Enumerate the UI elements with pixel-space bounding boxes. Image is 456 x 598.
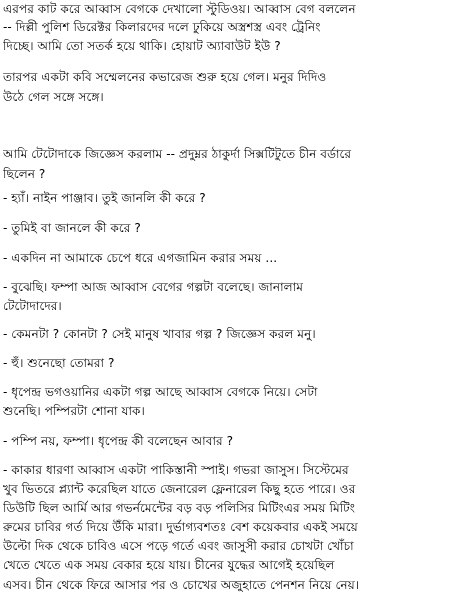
text-line: এসব। চীন থেকে ফিরে আসার পর ও চোখের অজুহাতে পেনশন নিয়ে নেয়।: [3, 578, 360, 592]
text-line: - কাকার ধারণা আব্বাস একটা পাকিস্তানী স্পাই। গভরা জাসুস। সিস্টেমের: [3, 463, 349, 477]
text-line: এরপর কাট করে আব্বাস বেগকে দেখালো স্টুডিওয়। আব্বাস বেগ বললেন: [3, 2, 356, 16]
text-line: শুনেছি। পম্পিরটা শোনা যাক।: [3, 404, 145, 418]
text-line: তারপর একটা কবি সম্মেলনের কভারেজ শুরু হয়ে গেল। মনুর দিদিও: [3, 70, 327, 84]
text-line: - বুঝেছি। ফম্পা আজ আব্বাস বেগের গল্পটা বলেছে। জানালাম: [3, 280, 303, 294]
text-line: দিচ্ছে। আমি তো সতর্ক হয়ে থাকি। হোয়াট অ্যাবাউট ইউ ?: [3, 39, 281, 53]
text-line: খেতে খেতে এক সময় বেকার হয়ে যায়। চীনের যুদ্ধের আগেই হয়েছিল: [3, 558, 335, 572]
text-line: - কেমনটা ? কোনটা ? সেই মানুষ খাবার গল্প ? জিজ্ঞেস করল মনু।: [3, 327, 316, 341]
text-line: টেটোদাদের।: [3, 299, 62, 313]
text-line: ডিউটি ছিল আর্মি আর গভর্নমেন্টের বড় বড় পলিসির মিটিংএর সময় মিটিং: [3, 501, 356, 515]
text-line: -- দিল্লী পুলিশ ডিরেক্টর কিলারদের দলে ঢুকিয়ে অস্ত্রশস্ত্র এবং ট্রেনিং: [3, 20, 321, 34]
text-line: - হ্যাঁ। নাইন পাঞ্জাব। তুই জানলি কী করে ?: [3, 191, 206, 205]
text-line: উল্টো দিক থেকে চাবিও এসে পড়ে গর্তে এবং জাসুসী করার চোখটা খোঁচা: [3, 539, 354, 553]
text-line: - পম্পি নয়, ফম্পা। ধৃপেন্দ্র কী বলেছেন আবার ?: [3, 434, 234, 448]
text-line: - একদিন না আমাকে চেপে ধরে এগজামিন করার সময় ...: [3, 251, 278, 265]
text-line: খুব ভিতরে প্ল্যান্ট করেছিল যাতে জেনারেল ফ্লেনারেল কিছু হতে পারে। ওর: [3, 482, 356, 496]
text-line: ছিলেন ?: [3, 167, 46, 181]
text-line: - তুমিই বা জানলে কী করে ?: [3, 221, 141, 235]
text-line: আমি টেটোদাকে জিজ্ঞেস করলাম -- প্রদুম্নর ঠাকুর্দা সিক্সটিটুতে চীন বর্ডারে: [3, 147, 352, 161]
text-line: - ধৃপেন্দ্র ভগওয়ানির একটা গল্প আছে আব্বাস বেগকে নিয়ে। সেটা: [3, 385, 318, 399]
text-line: উঠে গেল সঙ্গে সঙ্গে।: [3, 90, 104, 104]
text-line: রুমের চাবির গর্ত দিয়ে উঁকি মারা। দুর্ভাগ্যবশতঃ বেশ কয়েকবার একই সময়ে: [3, 520, 358, 534]
text-line: - হুঁ। শুনেছো তোমরা ?: [3, 356, 115, 370]
